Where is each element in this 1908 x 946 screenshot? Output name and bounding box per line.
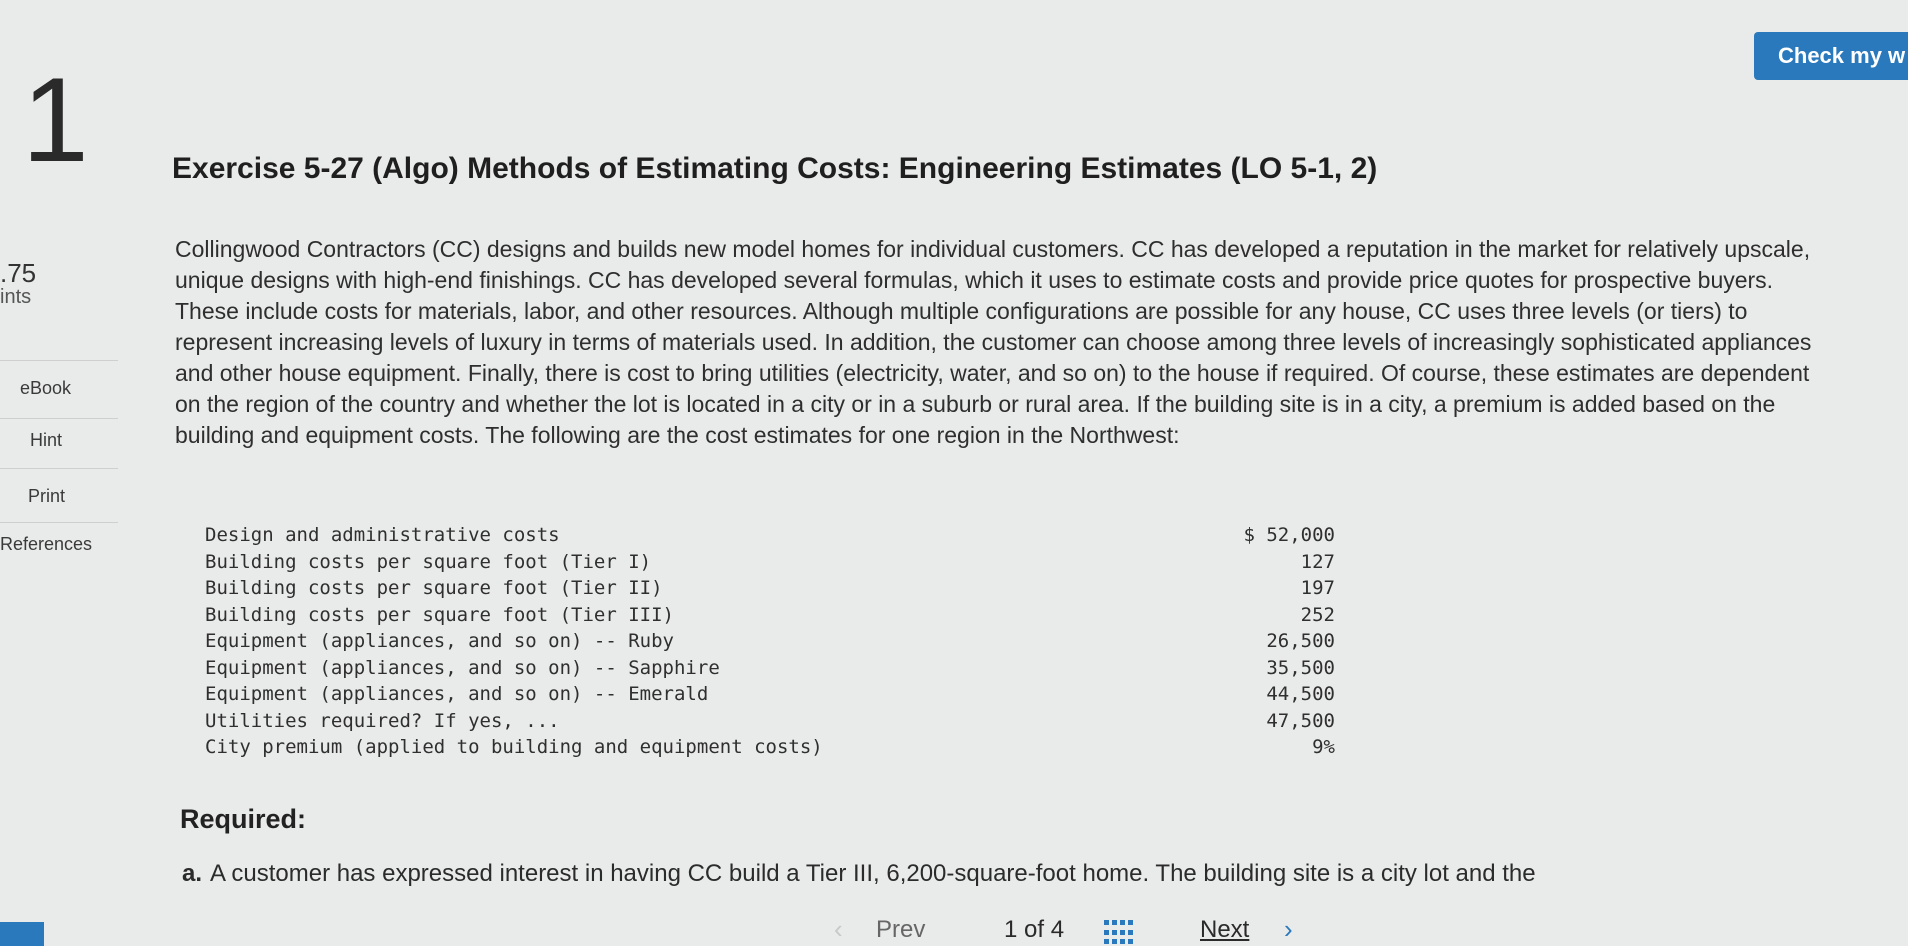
points-label: ints [0,286,32,308]
part-a-question [182,860,1536,888]
part-a-marker: a. [182,860,203,887]
row-value: 26,500 [1266,630,1335,652]
table-row [205,708,1335,735]
sidebar-print-link[interactable]: Print [28,486,66,506]
check-my-work-button[interactable]: Check my w [1754,32,1908,80]
total-pages: 4 [1050,916,1065,943]
prev-button[interactable]: Prev [876,916,926,943]
table-row [205,575,1335,602]
row-label: Equipment (appliances, and so on) -- Ruby [205,630,674,652]
grid-view-icon[interactable] [1104,920,1134,946]
row-label: Building costs per square foot (Tier II) [205,577,663,599]
sidebar-hint-link[interactable]: Hint [30,430,63,450]
chevron-right-icon[interactable]: › [1284,914,1293,944]
row-value: 197 [1300,577,1335,599]
row-value: 35,500 [1266,656,1335,679]
row-label: Equipment (appliances, and so on) -- Emerald [205,683,709,705]
row-label: Utilities required? If yes, ... [205,709,560,732]
table-row [205,628,1335,655]
row-label: Design and administrative costs [205,524,560,546]
next-button[interactable]: Next [1200,916,1250,943]
table-row [205,681,1335,708]
question-number: 1 [22,53,89,187]
exercise-title: Exercise 5-27 (Algo) Methods of Estimating Costs: Engineering Estimates (LO 5-1, 2) [172,152,1378,185]
table-row [205,655,1335,682]
sidebar-divider [0,418,118,419]
table-row [205,549,1335,576]
corner-tab [0,922,44,946]
part-a-text: A customer has expressed interest in having CC build a Tier III, 6,200-square-foot home. The building site is a city lot and the [210,860,1536,887]
points-value: .75 [0,258,37,288]
sidebar-references-link[interactable]: References [0,534,93,554]
row-value: 9% [1312,736,1335,758]
row-label: Building costs per square foot (Tier III) [205,603,674,626]
cost-estimates-table [205,522,1335,761]
row-label: City premium (applied to building and equipment costs) [205,736,823,758]
sidebar-divider [0,360,118,361]
sidebar-ebook-link[interactable]: eBook [20,378,72,398]
exercise-description: Collingwood Contractors (CC) designs and builds new model homes for individual customers. CC has developed a reputation in the market for relatively upscale, unique designs with high-end finishings. CC has developed several formulas, which it uses to estimate costs and provide price quotes for prospective buyers. These include costs for materials, labor, and other resources. Although multiple configurations are possible for any house, CC uses three levels (or tiers) to represent increasing levels of luxury in terms of materials used. In addition, the customer can choose among three levels of increasingly sophisticated appliances and other house equipment. Finally, there is cost to bring utilities (electricity, water, and so on) to the house if required. Of course, these estimates are dependent on the region of the country and whether the lot is located in a city or in a suburb or rural area. If the building site is in a city, a premium is added based on the building and equipment costs. The following are the cost estimates for one region in the Northwest: [175,236,1812,448]
chevron-left-icon: ‹ [834,914,843,944]
table-row [205,734,1335,761]
page-of-label: of [1024,916,1045,943]
sidebar-divider [0,522,118,523]
current-page: 1 [1004,916,1018,943]
row-value: 252 [1300,603,1335,626]
row-value: 47,500 [1266,709,1335,732]
sidebar-divider [0,468,118,469]
row-value: 127 [1300,550,1335,573]
row-value: $ 52,000 [1243,524,1335,546]
row-value: 44,500 [1266,683,1335,705]
row-label: Building costs per square foot (Tier I) [205,550,652,573]
table-row [205,602,1335,629]
table-row [205,522,1335,549]
required-heading: Required: [180,804,307,834]
row-label: Equipment (appliances, and so on) -- Sapphire [205,656,720,679]
page-indicator [1004,916,1064,944]
